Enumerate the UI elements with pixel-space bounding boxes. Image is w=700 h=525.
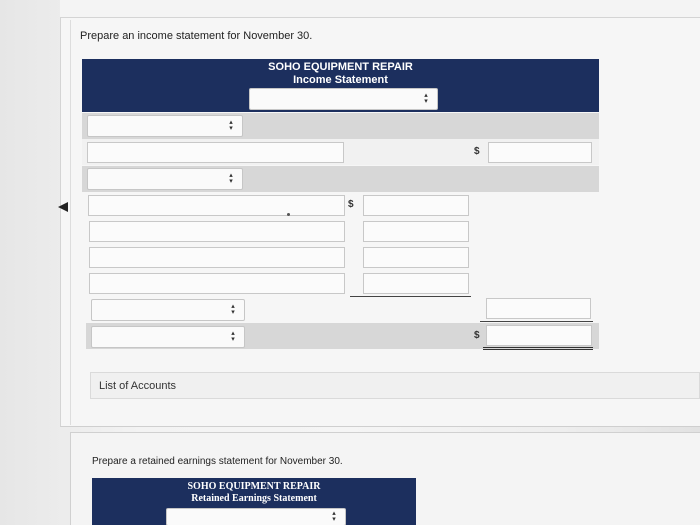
select-arrows-icon: ▴ ▾	[231, 303, 235, 316]
select-arrows-icon: ▴ ▾	[424, 92, 428, 105]
re-company-name: SOHO EQUIPMENT REPAIR	[187, 481, 321, 492]
expense-account-input-4[interactable]	[89, 273, 345, 294]
revenue-account-input[interactable]	[87, 142, 344, 163]
total-expenses-input[interactable]	[486, 298, 591, 319]
income-statement-prompt: Prepare an income statement for November 30.	[80, 30, 313, 42]
net-income-double-rule	[483, 347, 593, 350]
previous-card-edge	[60, 0, 700, 18]
expense-account-input-1[interactable]	[88, 195, 345, 216]
mouse-pointer-icon	[58, 202, 68, 212]
select-arrows-icon: ▴ ▾	[229, 172, 233, 185]
net-income-select[interactable]	[91, 326, 245, 348]
revenue-header-select[interactable]	[87, 115, 243, 137]
re-period-select[interactable]	[166, 508, 346, 525]
list-of-accounts-label: List of Accounts	[99, 380, 177, 392]
expense-account-input-3[interactable]	[89, 247, 345, 268]
expense-amount-input-3[interactable]	[363, 247, 469, 268]
total-expenses-select[interactable]	[91, 299, 245, 321]
net-income-amount-input[interactable]	[486, 325, 592, 346]
revenue-amount-input[interactable]	[488, 142, 592, 163]
statement-title: Income Statement	[293, 74, 388, 86]
select-arrows-icon: ▴ ▾	[332, 510, 336, 523]
period-select[interactable]	[249, 88, 438, 110]
revenue-dollar-sign: $	[474, 146, 480, 157]
expense-amount-input-4[interactable]	[363, 273, 469, 294]
total-expenses-rule	[480, 321, 593, 322]
net-income-dollar-sign: $	[474, 330, 480, 341]
expenses-header-select[interactable]	[87, 168, 243, 190]
company-name: SOHO EQUIPMENT REPAIR	[268, 61, 413, 73]
list-of-accounts-button[interactable]	[90, 372, 700, 399]
expense-amount-input-1[interactable]	[363, 195, 469, 216]
cursor-dot	[287, 213, 290, 216]
select-arrows-icon: ▴ ▾	[229, 119, 233, 132]
expense-dollar-sign: $	[348, 199, 354, 210]
retained-earnings-prompt: Prepare a retained earnings statement for November 30.	[92, 456, 343, 467]
expense-account-input-2[interactable]	[89, 221, 345, 242]
expense-amount-input-2[interactable]	[363, 221, 469, 242]
select-arrows-icon: ▴ ▾	[231, 330, 235, 343]
re-statement-title: Retained Earnings Statement	[191, 493, 317, 504]
expense-subtotal-rule	[350, 296, 471, 297]
